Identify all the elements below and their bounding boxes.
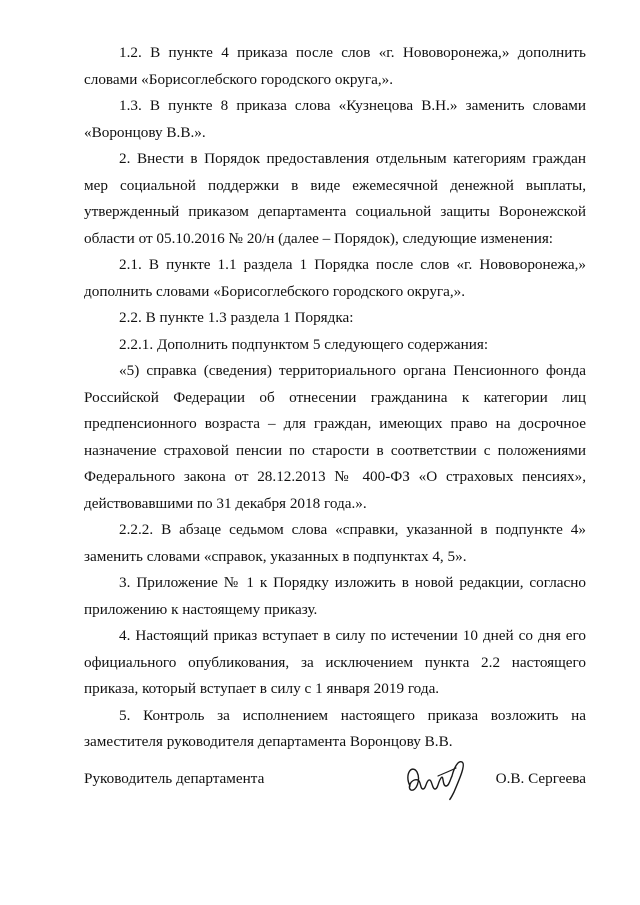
- paragraph-2-2: 2.2. В пункте 1.3 раздела 1 Порядка:: [119, 309, 354, 326]
- signatory-position: Руководитель департамента: [84, 770, 265, 787]
- paragraph-2-2-1: 2.2.1. Дополнить подпунктом 5 следующего содержания:: [119, 335, 489, 353]
- document-body: [84, 40, 586, 756]
- paragraph-subitem-5: «5) справка (сведения) территориального органа Пенсионного фонда Российской Федерации об отнесении гражданина к категории лиц предпенсионного возраста – для граждан, имеющих право на досрочное назначение страховой пенсии по старости в соответствии с положениями Федерального закона от 28.12.2013 № 400-ФЗ «О страховых пенсиях», действовавшими по 31 декабря 2018 года.».: [84, 362, 586, 512]
- paragraph-1-2: 1.2. В пункте 4 приказа после слов «г. Нововоронежа,» дополнить словами «Борисоглебского городского округа,».: [84, 44, 586, 88]
- signature-block: [84, 766, 586, 816]
- signatory-name: О.В. Сергеева: [495, 770, 586, 787]
- paragraph-3: 3. Приложение № 1 к Порядку изложить в новой редакции, согласно приложению к настоящему приказу.: [84, 574, 586, 618]
- handwritten-signature: [402, 756, 472, 804]
- paragraph-2-1: 2.1. В пункте 1.1 раздела 1 Порядка после слов «г. Нововоронежа,» дополнить словами «Борисоглебского городского округа,».: [84, 256, 586, 300]
- paragraph-4: 4. Настоящий приказ вступает в силу по истечении 10 дней со дня его официального опубликования, за исключением пункта 2.2 настоящего приказа, который вступает в силу с 1 января 2019 года.: [84, 627, 586, 697]
- paragraph-2-2-2: 2.2.2. В абзаце седьмом слова «справки, указанной в подпункте 4» заменить словами «справок, указанных в подпунктах 4, 5».: [84, 521, 586, 565]
- paragraph-1-3: 1.3. В пункте 8 приказа слова «Кузнецова В.Н.» заменить словами «Воронцову В.В.».: [84, 97, 586, 141]
- paragraph-5: 5. Контроль за исполнением настоящего приказа возложить на заместителя руководителя департамента Воронцову В.В.: [84, 706, 586, 750]
- paragraph-2: 2. Внести в Порядок предоставления отдельным категориям граждан мер социальной поддержки в виде ежемесячной денежной выплаты, утвержденный приказом департамента социальной защиты Воронежской области от 05.10.2016 № 20/н (далее – Порядок), следующие изменения:: [84, 150, 586, 247]
